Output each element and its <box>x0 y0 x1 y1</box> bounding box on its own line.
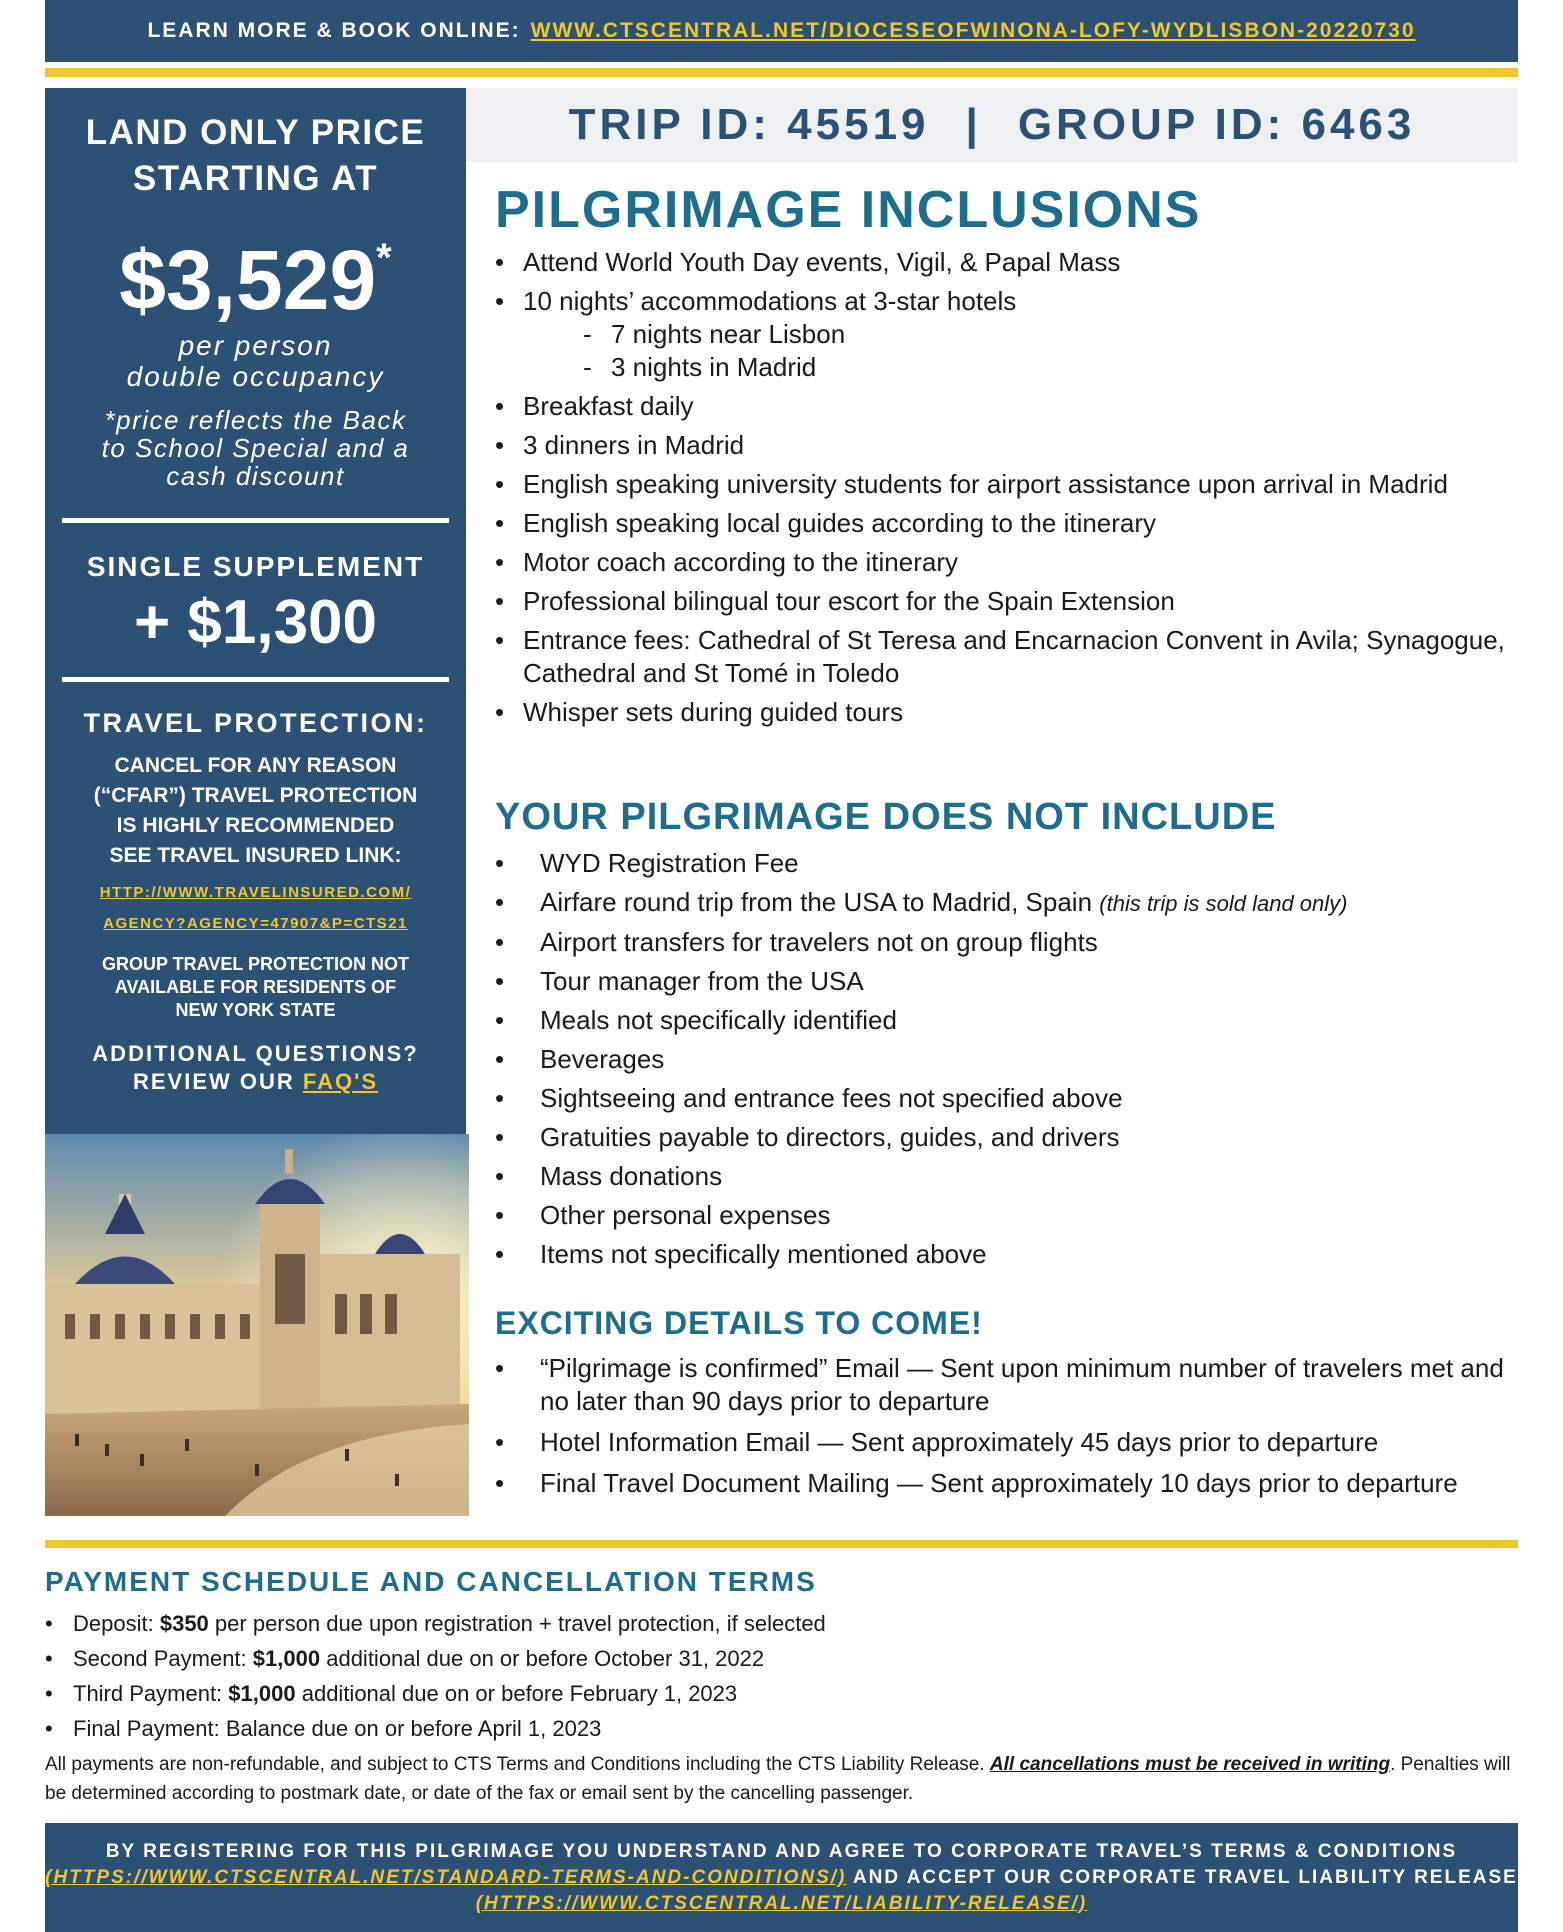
faq-link[interactable]: FAQ'S <box>302 1069 379 1094</box>
list-item: • Beverages <box>495 1043 1525 1076</box>
list-item: • English speaking university students for airport assistance upon arrival in Madrid <box>495 468 1525 501</box>
land-price-label: LAND ONLY PRICE STARTING AT <box>85 113 426 198</box>
pricing-sidebar <box>45 88 466 1134</box>
payment-item: • Final Payment: Balance due on or before April 1, 2023 <box>45 1711 1518 1746</box>
payment-title: PAYMENT SCHEDULE AND CANCELLATION TERMS <box>45 1566 817 1597</box>
list-item: • Motor coach according to the itinerary <box>495 546 1525 579</box>
price-footnote: *price reflects the Back to School Special and a cash discount <box>101 405 410 491</box>
list-item: • Whisper sets during guided tours <box>495 696 1525 729</box>
inclusions-section <box>495 180 1525 729</box>
list-item: • Tour manager from the USA <box>495 965 1525 998</box>
single-supplement-price: + $1,300 <box>133 588 378 657</box>
list-item: • Hotel Information Email — Sent approximately 45 days prior to departure <box>495 1426 1525 1459</box>
list-item: • 3 dinners in Madrid <box>495 429 1525 462</box>
top-banner <box>45 0 1518 62</box>
exclusions-section <box>495 796 1525 1271</box>
sidebar-divider <box>62 677 449 682</box>
payment-section <box>45 1566 1518 1808</box>
liability-link[interactable]: (HTTPS://WWW.CTSCENTRAL.NET/LIABILITY-RELEASE/) <box>475 1893 1088 1914</box>
payment-list <box>45 1606 1518 1746</box>
payment-item: • Deposit: $350 per person due upon registration + travel protection, if selected <box>45 1606 1518 1641</box>
details-title: EXCITING DETAILS TO COME! <box>495 1305 983 1341</box>
exclusions-list <box>495 847 1525 1271</box>
airfare-note: (this trip is sold land only) <box>1099 891 1348 916</box>
travel-protection-title: TRAVEL PROTECTION: <box>83 708 428 738</box>
list-item: • English speaking local guides according to the itinerary <box>495 507 1525 540</box>
details-section <box>495 1305 1525 1500</box>
payment-item: • Second Payment: $1,000 additional due on or before October 31, 2022 <box>45 1641 1518 1676</box>
travel-insured-link[interactable]: HTTP://WWW.TRAVELINSURED.COM/ AGENCY?AGENCY=47907&P=CTS21 <box>99 884 412 932</box>
list-item: • Professional bilingual tour escort for the Spain Extension <box>495 585 1525 618</box>
list-item: • Breakfast daily <box>495 390 1525 423</box>
list-item: • Mass donations <box>495 1160 1525 1193</box>
list-item: • Attend World Youth Day events, Vigil, & Papal Mass <box>495 246 1525 279</box>
list-item: • Airfare round trip from the USA to Madrid, Spain (this trip is sold land only) <box>495 886 1525 920</box>
id-separator: | <box>965 100 982 149</box>
details-list <box>495 1352 1525 1500</box>
gold-divider-top <box>45 68 1518 77</box>
cathedral-photo <box>45 1134 469 1516</box>
sidebar-divider <box>62 518 449 523</box>
terms-link[interactable]: (HTTPS://WWW.CTSCENTRAL.NET/STANDARD-TERMS-AND-CONDITIONS/) <box>45 1867 847 1888</box>
new-york-notice: GROUP TRAVEL PROTECTION NOT AVAILABLE FOR RESIDENTS OF NEW YORK STATE <box>101 954 410 1020</box>
group-id: GROUP ID: 6463 <box>1017 100 1416 149</box>
inclusions-list <box>495 246 1525 729</box>
questions-block: ADDITIONAL QUESTIONS? REVIEW OUR FAQ'S <box>92 1041 419 1094</box>
sub-item: - 7 nights near Lisbon <box>583 318 1525 351</box>
per-person-note: per person double occupancy <box>126 330 385 392</box>
footer-banner: BY REGISTERING FOR THIS PILGRIMAGE YOU UNDERSTAND AND AGREE TO CORPORATE TRAVEL’S TERMS & CONDITIONS (HTTPS://WWW.CTSCENTRAL.NET/STANDARD-TERMS-AND-CONDITIONS/) AND ACCEPT OUR CORPORATE TRAVEL LIABILITY RELEASE (HTTPS://WWW.CTSCENTRAL.NET/LIABILITY-RELEASE/) <box>45 1823 1518 1932</box>
list-item: • 10 nights’ accommodations at 3-star hotels - 7 nights near Lisbon - 3 nights in Madrid <box>495 285 1525 384</box>
list-item: • Airport transfers for travelers not on group flights <box>495 926 1525 959</box>
trip-group-id-bar <box>466 88 1518 162</box>
travel-protection-text: CANCEL FOR ANY REASON (“CFAR”) TRAVEL PROTECTION IS HIGHLY RECOMMENDED SEE TRAVEL INSURED LINK: <box>93 754 418 867</box>
list-item: • Meals not specifically identified <box>495 1004 1525 1037</box>
cancellation-emphasis: All cancellations must be received in writing <box>989 1754 1391 1775</box>
single-supplement-label: SINGLE SUPPLEMENT <box>86 551 425 582</box>
land-price: $3,529* <box>119 233 392 327</box>
list-item: • Final Travel Document Mailing — Sent approximately 10 days prior to departure <box>495 1467 1525 1500</box>
list-item: • Sightseeing and entrance fees not specified above <box>495 1082 1525 1115</box>
list-item: • Items not specifically mentioned above <box>495 1238 1525 1271</box>
list-item: • Other personal expenses <box>495 1199 1525 1232</box>
inclusions-title: PILGRIMAGE INCLUSIONS <box>495 181 1202 239</box>
list-item: • Entrance fees: Cathedral of St Teresa and Encarnacion Convent in Avila; Synagogue, Cathedral and St Tomé in Toledo <box>495 624 1525 690</box>
payment-item: • Third Payment: $1,000 additional due on or before February 1, 2023 <box>45 1676 1518 1711</box>
booking-link[interactable]: WWW.CTSCENTRAL.NET/DIOCESEOFWINONA-LOFY-WYDLISBON-20220730 <box>530 19 1416 42</box>
list-item: • WYD Registration Fee <box>495 847 1525 880</box>
sub-item: - 3 nights in Madrid <box>583 351 1525 384</box>
gold-divider-mid <box>45 1540 1518 1548</box>
list-item: • Gratuities payable to directors, guides, and drivers <box>495 1121 1525 1154</box>
exclusions-title: YOUR PILGRIMAGE DOES NOT INCLUDE <box>495 796 1277 838</box>
list-item: • “Pilgrimage is confirmed” Email — Sent upon minimum number of travelers met and no later than 90 days prior to departure <box>495 1352 1525 1418</box>
booking-label: LEARN MORE & BOOK ONLINE: <box>147 19 521 42</box>
trip-id: TRIP ID: 45519 <box>568 100 930 149</box>
asterisk: * <box>376 236 392 280</box>
payment-terms: All payments are non-refundable, and subject to CTS Terms and Conditions including the CTS Liability Release. All cancellations must be received in writing. Penalties will be determined according to postmark date, or date of the fax or email sent by the cancelling passenger. <box>45 1754 1511 1804</box>
